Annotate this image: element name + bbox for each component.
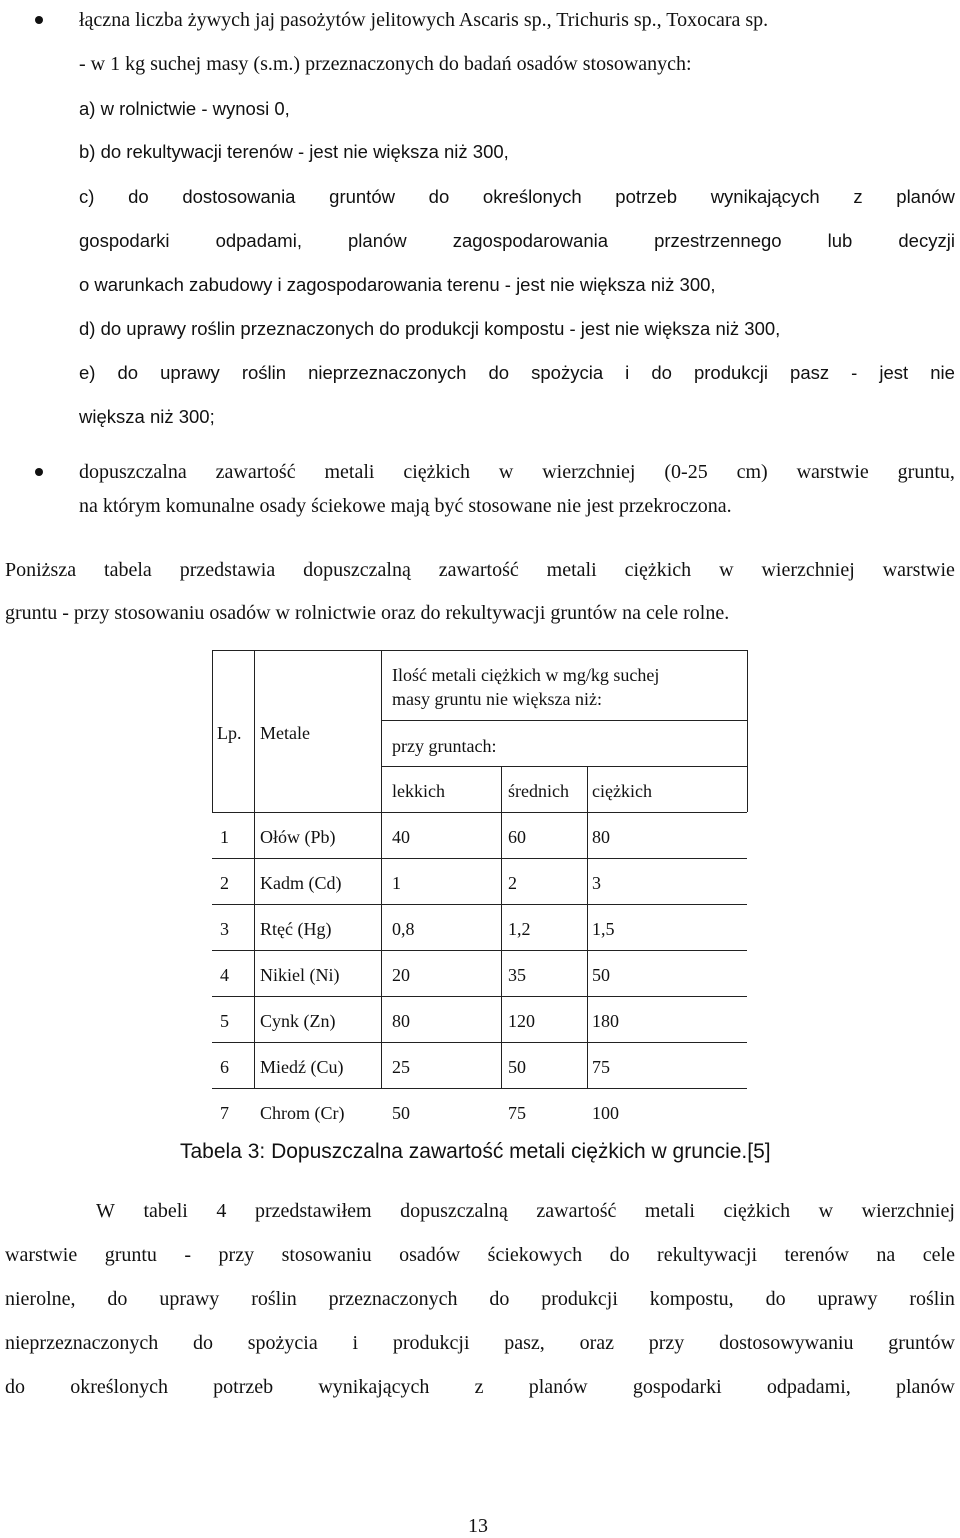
bullet-1-item-e-line-2: większa niż 300;	[79, 406, 215, 427]
row-1-heavy: 80	[592, 827, 610, 847]
bullet-2-line-2: na którym komunalne osady ściekowe mają być stosowane nie jest przekroczona.	[79, 495, 732, 517]
bullet-1-item-c-line-1: c) do dostosowania gruntów do określonych potrzeb wynikających z planów	[79, 186, 955, 207]
row-5-medium: 120	[508, 1011, 535, 1031]
row-7-lp: 7	[220, 1103, 229, 1123]
row-4-lp: 4	[220, 965, 229, 985]
bullet-2-line-1: dopuszczalna zawartość metali ciężkich w wierzchniej (0-25 cm) warstwie gruntu,	[79, 461, 955, 483]
bullet-1-item-a: a) w rolnictwie - wynosi 0,	[79, 98, 290, 119]
intro-line-2: gruntu - przy stosowaniu osadów w rolnictwie oraz do rekultywacji gruntów na cele rolne.	[5, 602, 730, 624]
row-2-light: 1	[392, 873, 401, 893]
row-6-metal: Miedź (Cu)	[260, 1057, 344, 1077]
bullet-1-item-c-line-2: gospodarki odpadami, planów zagospodarowania przestrzennego lub decyzji	[79, 230, 955, 251]
row-4-heavy: 50	[592, 965, 610, 985]
row-7-metal: Chrom (Cr)	[260, 1103, 345, 1123]
row-7-heavy: 100	[592, 1103, 619, 1123]
row-4-metal: Nikiel (Ni)	[260, 965, 340, 985]
row-3-medium: 1,2	[508, 919, 531, 939]
closing-line-4: nieprzeznaczonych do spożycia i produkcji pasz, oraz przy dostosowywaniu gruntów	[5, 1332, 955, 1354]
closing-line-2: warstwie gruntu - przy stosowaniu osadów ściekowych do rekultywacji terenów na cele	[5, 1244, 955, 1266]
intro-line-1: Poniższa tabela przedstawia dopuszczalną zawartość metali ciężkich w wierzchniej warstwie	[5, 559, 955, 581]
header-amount-line-1: Ilość metali ciężkich w mg/kg suchej	[392, 665, 660, 685]
header-metals: Metale	[260, 723, 310, 743]
header-lp: Lp.	[217, 723, 242, 743]
bullet-1-item-e-line-1: e) do uprawy roślin nieprzeznaczonych do spożycia i do produkcji pasz - jest nie	[79, 362, 955, 383]
row-7-medium: 75	[508, 1103, 526, 1123]
row-7-light: 50	[392, 1103, 410, 1123]
bullet-1-line-1: łączna liczba żywych jaj pasożytów jelitowych Ascaris sp., Trichuris sp., Toxocara sp.	[79, 9, 769, 31]
closing-line-1: W tabeli 4 przedstawiłem dopuszczalną zawartość metali ciężkich w wierzchniej	[96, 1200, 955, 1222]
row-2-metal: Kadm (Cd)	[260, 873, 342, 893]
row-2-lp: 2	[220, 873, 229, 893]
closing-line-3: nierolne, do uprawy roślin przeznaczonych do produkcji kompostu, do uprawy roślin	[5, 1288, 955, 1310]
row-1-medium: 60	[508, 827, 526, 847]
row-5-light: 80	[392, 1011, 410, 1031]
row-3-light: 0,8	[392, 919, 415, 939]
page-number: 13	[468, 1515, 488, 1537]
row-3-lp: 3	[220, 919, 229, 939]
header-soil-light: lekkich	[392, 781, 445, 801]
row-4-medium: 35	[508, 965, 526, 985]
table-caption: Tabela 3: Dopuszczalna zawartość metali ciężkich w gruncie.[5]	[180, 1140, 771, 1163]
header-amount-line-2: masy gruntu nie większa niż:	[392, 689, 602, 709]
row-1-metal: Ołów (Pb)	[260, 827, 336, 847]
row-3-metal: Rtęć (Hg)	[260, 919, 332, 939]
row-3-heavy: 1,5	[592, 919, 615, 939]
bullet-1-line-2: - w 1 kg suchej masy (s.m.) przeznaczonych do badań osadów stosowanych:	[79, 53, 692, 75]
closing-line-5: do określonych potrzeb wynikających z planów gospodarki odpadami, planów	[5, 1376, 955, 1398]
row-2-heavy: 3	[592, 873, 601, 893]
row-6-medium: 50	[508, 1057, 526, 1077]
row-4-light: 20	[392, 965, 410, 985]
row-2-medium: 2	[508, 873, 517, 893]
row-5-heavy: 180	[592, 1011, 619, 1031]
row-6-light: 25	[392, 1057, 410, 1077]
bullet-1-item-c-line-3: o warunkach zabudowy i zagospodarowania terenu - jest nie większa niż 300,	[79, 274, 716, 295]
row-5-lp: 5	[220, 1011, 229, 1031]
bullet-dot-1	[35, 16, 43, 24]
header-soil-heavy: ciężkich	[592, 781, 652, 801]
row-1-light: 40	[392, 827, 410, 847]
bullet-1-item-b: b) do rekultywacji terenów - jest nie większa niż 300,	[79, 141, 509, 162]
bullet-1-item-d: d) do uprawy roślin przeznaczonych do produkcji kompostu - jest nie większa niż 300,	[79, 318, 781, 339]
header-soils: przy gruntach:	[392, 736, 497, 756]
header-soil-medium: średnich	[508, 781, 569, 801]
row-5-metal: Cynk (Zn)	[260, 1011, 336, 1031]
row-6-heavy: 75	[592, 1057, 610, 1077]
bullet-dot-2	[35, 468, 43, 476]
row-6-lp: 6	[220, 1057, 229, 1077]
row-1-lp: 1	[220, 827, 229, 847]
